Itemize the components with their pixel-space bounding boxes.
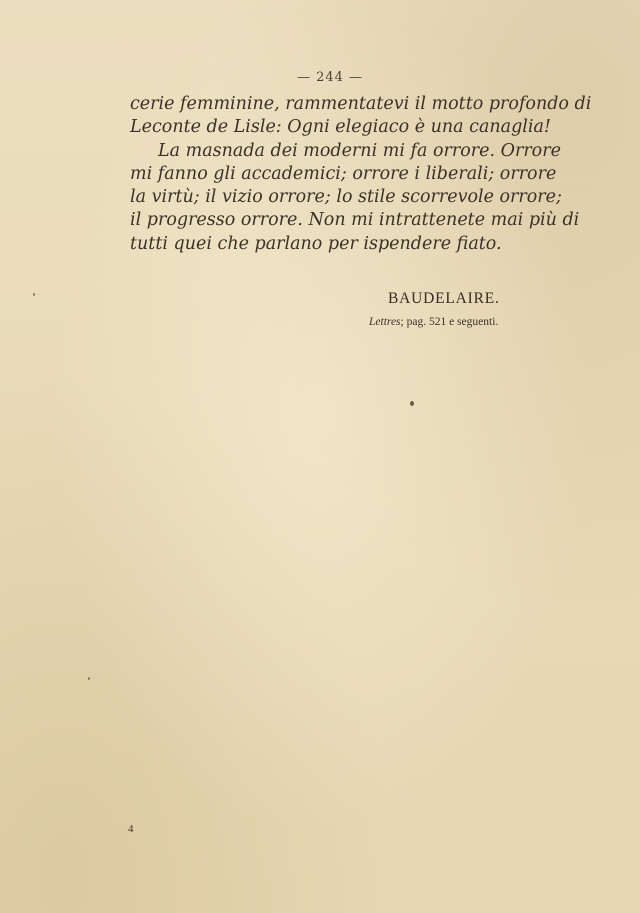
ink-dot — [410, 401, 414, 406]
text-line: La masnada dei moderni mi fa orrore. Orrore — [158, 140, 561, 161]
page-number: — 244 — — [296, 70, 364, 85]
source-citation — [369, 316, 539, 328]
margin-speck — [88, 677, 90, 680]
text-line: il progresso orrore. Non mi intrattenete mai più di — [130, 210, 580, 231]
author-signature: BAUDELAIRE. — [388, 290, 500, 307]
text-line: la virtù; il vizio orrore; lo stile scorrevole orrore; — [130, 187, 562, 208]
body-text — [130, 93, 592, 256]
source-title: Lettres — [369, 316, 401, 328]
text-line: cerie femminine, rammentatevi il motto profondo di — [130, 94, 592, 114]
text-line: tutti quei che parlano per ispendere fiato. — [130, 233, 502, 254]
source-pages: ; pag. 521 e seguenti. — [400, 316, 499, 328]
signature-mark: 4 — [128, 823, 134, 835]
text-line: mi fanno gli accademici; orrore i liberali; orrore — [130, 163, 557, 184]
margin-speck — [33, 293, 35, 296]
text-line: Leconte de Lisle: Ogni elegiaco è una canaglia! — [130, 117, 551, 138]
